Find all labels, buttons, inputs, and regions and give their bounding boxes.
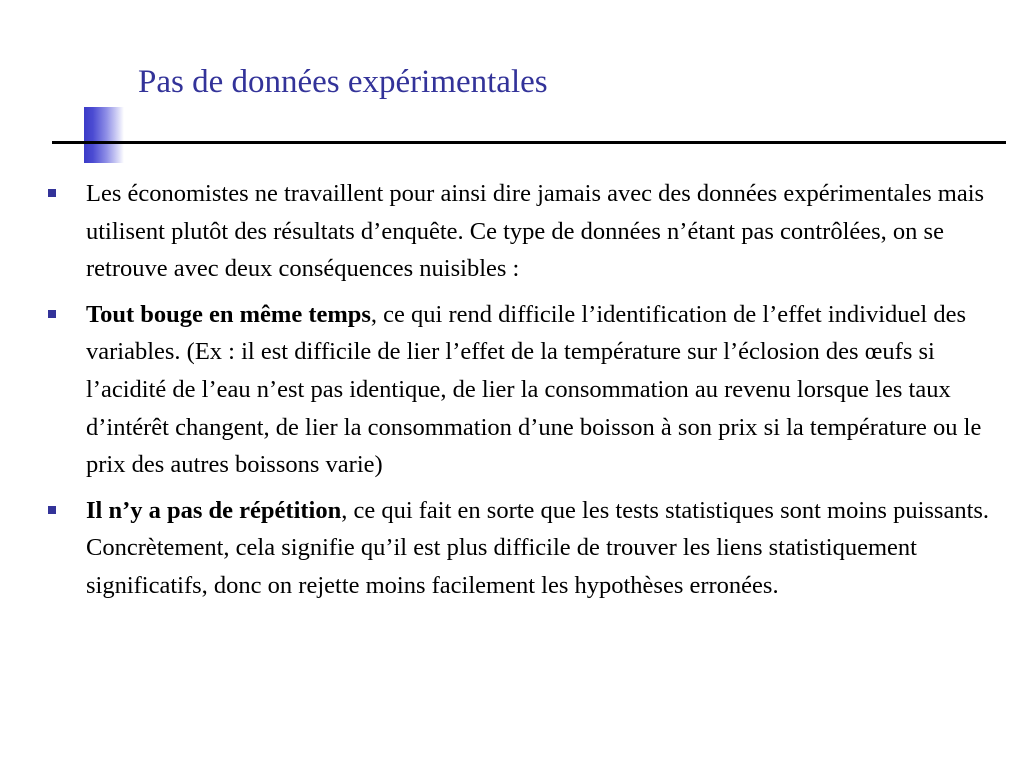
bullet-lead: Il n’y a pas de répétition	[86, 496, 342, 524]
bullet-list	[48, 175, 998, 613]
bullet-text: , ce qui rend difficile l’identification de l’effet individuel des variables. (Ex : il est difficile de lier l’effet de la température sur l’éclosion des œufs si l’acidité de l’eau n’est pas identique, de lier la consommation au revenu lorsque les taux d’intérêt changent, de lier la consommation d’une boisson à son prix si la température ou le prix des autres boissons varie)	[86, 300, 982, 479]
bullet-item-2	[48, 296, 998, 484]
square-bullet-icon	[48, 310, 56, 318]
bullet-item-3	[48, 492, 998, 605]
title-accent-block	[84, 107, 124, 163]
slide-title: Pas de données expérimentales	[138, 64, 548, 100]
bullet-text: Les économistes ne travaillent pour ainsi dire jamais avec des données expérimentales mais utilisent plutôt des résultats d’enquête. Ce type de données n’étant pas contrôlées, on se retrouve avec deux conséquences nuisibles :	[86, 180, 985, 283]
bullet-text: , ce qui fait en sorte que les tests statistiques sont moins puissants. Concrètement, cela signifie qu’il est plus difficile de trouver les liens statistiquement significatifs, donc on rejette moins facilement les hypothèses erronées.	[86, 496, 990, 599]
title-underline	[52, 141, 1006, 144]
bullet-lead: Tout bouge en même temps	[86, 300, 371, 328]
bullet-item-1	[48, 175, 998, 288]
square-bullet-icon	[48, 189, 56, 197]
square-bullet-icon	[48, 506, 56, 514]
